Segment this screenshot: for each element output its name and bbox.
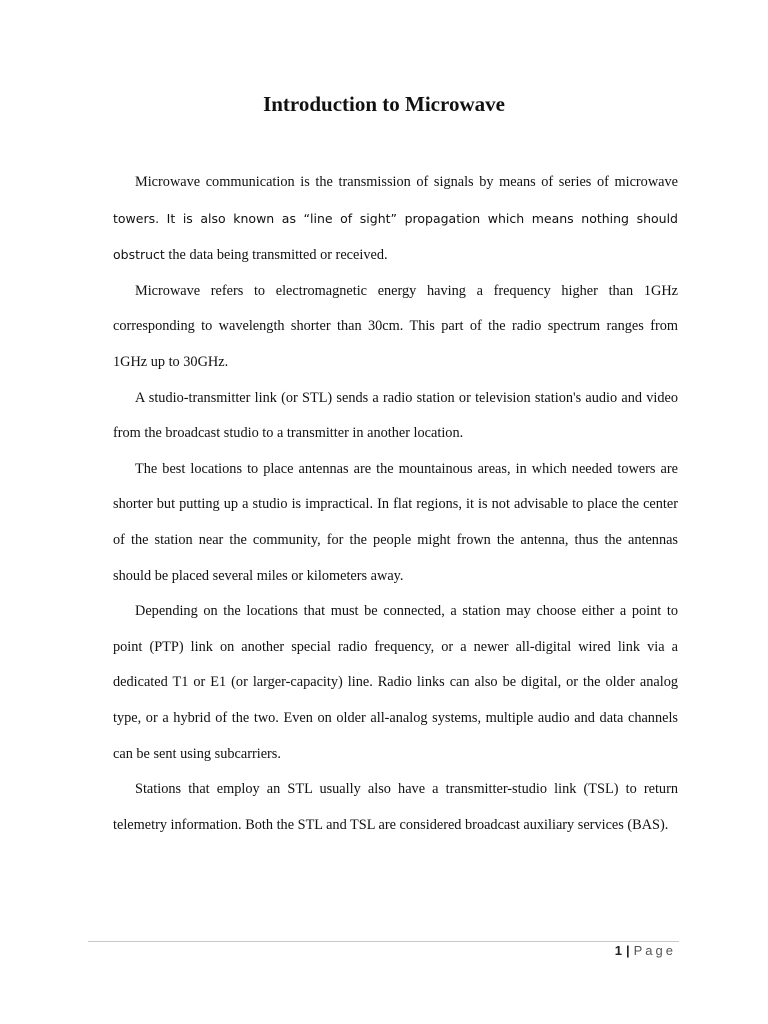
paragraph-1 bbox=[113, 165, 678, 274]
paragraph-1-lead: Microwave communication is the transmission of signals by means of series of microwave bbox=[135, 174, 678, 190]
footer-separator: | bbox=[625, 943, 630, 958]
paragraph-4: The best locations to place antennas are the mountainous areas, in which needed towers are shorter but putting up a studio is impractical. In flat regions, it is not advisable to place the center of the station near the community, for the people might frown the antenna, thus the antennas should be placed several miles or kilometers away. bbox=[113, 460, 678, 584]
paragraph-5: Depending on the locations that must be connected, a station may choose either a point to point (PTP) link on another special radio frequency, or a newer all-digital wired link via a dedicated T1 or E1 (or larger-capacity) line. Radio links can also be digital, or the older analog type, or a hybrid of the two. Even on older all-analog systems, multiple audio and data channels can be sent using subcarriers. bbox=[113, 603, 678, 762]
footer-divider bbox=[88, 941, 679, 942]
paragraph-1-sans-segment: towers. It is also known as “line of sight” propagation which means nothing should obstruct bbox=[113, 210, 678, 263]
page-footer bbox=[615, 943, 676, 958]
page-number: 1 bbox=[614, 943, 622, 958]
document-title: Introduction to Microwave bbox=[263, 92, 505, 116]
paragraph-6: Stations that employ an STL usually also have a transmitter-studio link (TSL) to return telemetry information. Both the STL and TSL are considered broadcast auxiliary services (BAS). bbox=[113, 781, 678, 833]
paragraph-3: A studio-transmitter link (or STL) sends a radio station or television station's audio and video from the broadcast studio to a transmitter in another location. bbox=[113, 389, 678, 442]
paragraph-1-tail: the data being transmitted or received. bbox=[164, 247, 388, 264]
document-body bbox=[113, 165, 678, 843]
page-label: Page bbox=[633, 943, 676, 958]
paragraph-2: Microwave refers to electromagnetic energy having a frequency higher than 1GHz corresponding to wavelength shorter than 30cm. This part of the radio spectrum ranges from 1GHz up to 30GHz. bbox=[113, 282, 678, 370]
